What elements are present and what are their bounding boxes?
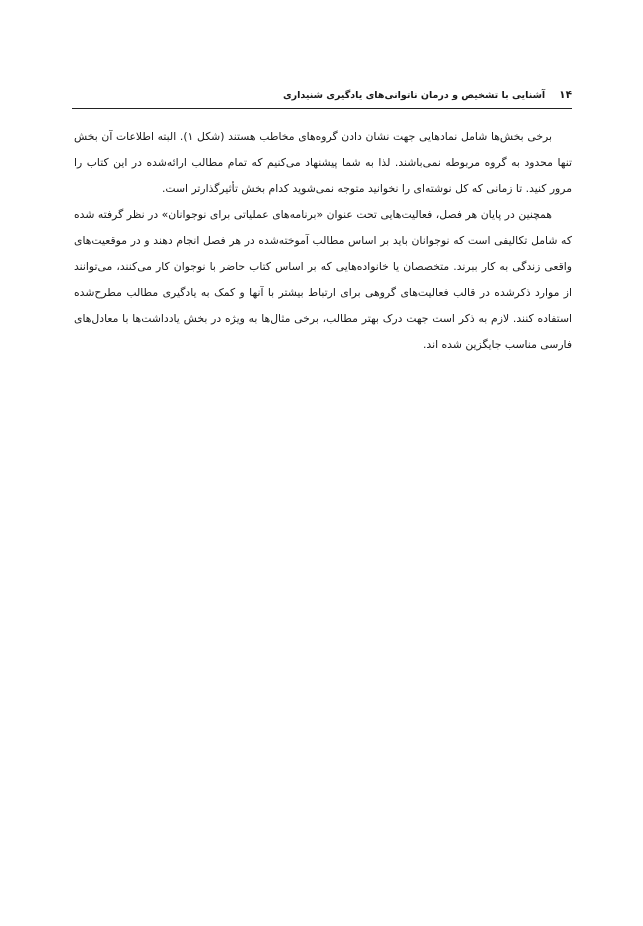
paragraph-1: برخی بخش‌ها شامل نمادهایی جهت نشان دادن گروه‌های مخاطب هستند (شکل ۱). البته اطلاعات آن بخش تنها محدود به گروه مربوطه نمی‌باشند. لذا به شما پیشنهاد می‌کنیم که تمام مطالب ارائه‌شده در این کتاب را مرور کنید. تا زمانی که کل نوشته‌ای را نخوانید متوجه نمی‌شوید کدام بخش تأثیرگذارتر است. bbox=[74, 130, 572, 195]
paragraph-2: همچنین در پایان هر فصل، فعالیت‌هایی تحت عنوان «برنامه‌های عملیاتی برای نوجوانان» در نظر گرفته شده که شامل تکالیفی است که نوجوانان باید بر اساس مطالب آموخته‌شده در هر فصل انجام دهند و در موقعیت‌های واقعی زندگی به کار ببرند. متخصصان یا خانواده‌هایی که بر اساس کتاب حاضر با نوجوان کار می‌کنند، می‌توانند از موارد ذکرشده در قالب فعالیت‌های گروهی برای ارتباط بیشتر با آنها و کمک به یادگیری مطالب مطرح‌شده استفاده کنند. لازم به ذکر است جهت درک بهتر مطالب، برخی مثال‌ها به ویژه در بخش یادداشت‌ها با معادل‌های فارسی مناسب جایگزین شده اند. bbox=[74, 208, 572, 351]
body-text bbox=[74, 124, 572, 358]
header-rule bbox=[72, 108, 572, 109]
running-header bbox=[282, 86, 572, 104]
running-title: آشنایی با تشخیص و درمان ناتوانی‌های یادگیری شنیداری bbox=[282, 89, 546, 101]
page-number: ۱۴ bbox=[559, 89, 572, 101]
